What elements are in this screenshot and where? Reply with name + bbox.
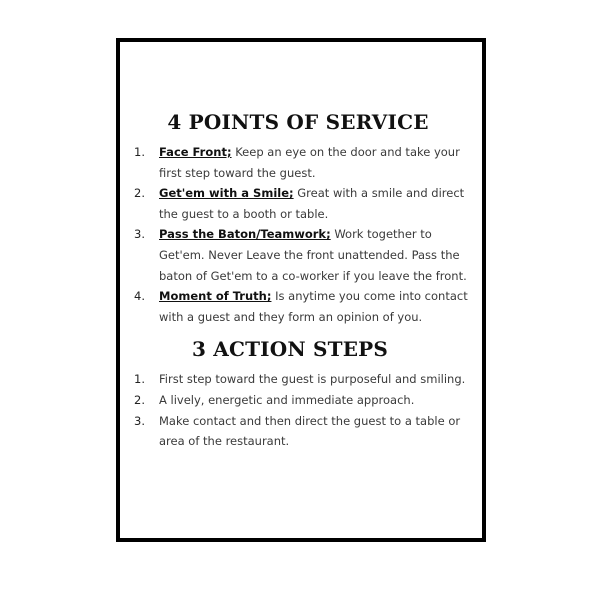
action-steps-title: 3 ACTION STEPS: [191, 337, 389, 362]
item-text: Make contact and then direct the guest to a table or area of the restaurant.: [159, 413, 461, 449]
points-of-service-title: 4 POINTS OF SERVICE: [167, 110, 429, 134]
service-poster: [116, 38, 486, 542]
item-number: 2.: [134, 392, 145, 407]
item-number: 4.: [134, 289, 145, 304]
list-item: [130, 224, 480, 286]
list-item: [130, 390, 480, 411]
list-item: [130, 369, 480, 390]
item-term: Moment of Truth;: [159, 289, 272, 304]
item-term: Get'em with a Smile;: [159, 186, 294, 201]
action-steps-list: [130, 369, 480, 451]
item-text: Great with a smile and direct the guest to a booth or table.: [159, 186, 465, 221]
poster-content: [130, 110, 480, 452]
item-term: Face Front;: [159, 145, 232, 159]
list-item: [130, 142, 480, 183]
item-text: First step toward the guest is purposeful and smiling.: [159, 372, 466, 387]
list-item: [130, 183, 480, 224]
item-number: 1.: [134, 145, 145, 159]
item-number: 3.: [134, 413, 145, 428]
item-text: Keep an eye on the door and take your first step toward the guest.: [159, 145, 460, 180]
item-text: Work together to Get'em. Never Leave the front unattended. Pass the baton of Get'em to a co-worker if you leave the front.: [159, 227, 467, 283]
item-number: 2.: [134, 186, 145, 201]
item-number: 3.: [134, 227, 145, 242]
item-text: A lively, energetic and immediate approach.: [159, 392, 415, 407]
points-of-service-list: [130, 142, 480, 327]
list-item: [130, 286, 480, 327]
item-term: Pass the Baton/Teamwork;: [159, 227, 331, 242]
item-number: 1.: [134, 372, 145, 387]
item-text: Is anytime you come into contact with a guest and they form an opinion of you.: [159, 289, 468, 324]
list-item: [130, 411, 480, 452]
